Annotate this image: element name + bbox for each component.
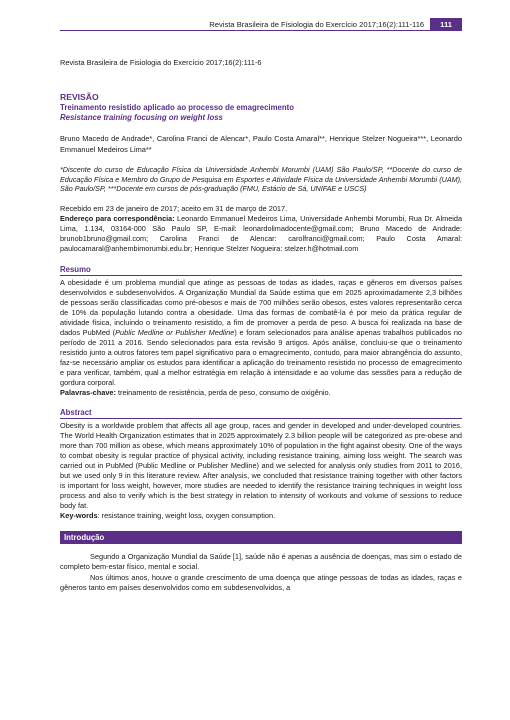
keywords-label: Key-words — [60, 511, 98, 521]
intro-paragraph-1: Segundo a Organização Mundial da Saúde [1], saúde não é apenas a ausência de doenças, mas sim o estado de completo bem-estar físico, mental e social. — [60, 552, 462, 572]
header-rule — [60, 30, 462, 31]
page-number: 111 — [430, 18, 462, 31]
title-portuguese: Treinamento resistido aplicado ao processo de emagrecimento — [60, 102, 294, 112]
resumo-text-1: A obesidade é um problema mundial que atinge as pessoas de todas as idades, raças e gêneros em diversos países desenvolvidos e subdesenvolvidos. A Organização Mundial da Saúde estima que em 2025 aproximadamente 2,3 bilhões de pessoas serão classificadas como pré-obesos e mais de 700 milhões serão obesos, estes valores representarão cerca de 10% da população lutando contra a obesidade. Uma das formas de combatê-la é por meio da prática regular de atividade física, incluindo o treinamento resistido, a fim de promover a perda de peso. A busca foi realizada na base de dados PubMed ( — [60, 278, 462, 338]
correspondence-text: Leonardo Emmanuel Medeiros Lima, Universidade Anhembi Morumbi, Rua Dr. Almeida Lima, 1.134, 03164-000 São Paulo SP, E-mail: leonardolimadocente@gmail.com; Bruno Macedo de Andrade: brunob1bruno@gmail.com; Carolina Franci de Alencar: carolfranci@gmail.com; Paulo Costa Amaral: paulocamaral@anhembimorumbi.edu.br; Henrique Stelzer Nogueira: stelzer.h@hotmail.com — [60, 213, 462, 253]
affiliations: *Discente do curso de Educação Física da Universidade Anhembi Morumbi (UAM) São Paulo/SP, **Docente do curso de Educação Física e Membro do Grupo de Pesquisa em Esportes e Atividade Física da Universidade Anhembi Morumbi (UAM), São Paulo/SP, ***Docente em cursos de pós-graduação (FMU, Estácio de Sá, UNIFAE e USCS) — [60, 164, 462, 194]
journal-reference: Revista Brasileira de Fisiologia do Exercício 2017;16(2):111-116 — [209, 20, 425, 29]
received-accepted-dates: Recebido em 23 de janeiro de 2017; aceito em 31 de março de 2017. — [60, 204, 288, 214]
palavras-chave-label: Palavras-chave: — [60, 388, 116, 398]
resumo-keywords — [60, 388, 462, 398]
resumo-heading: Resumo — [60, 265, 462, 276]
title-english: Resistance training focusing on weight loss — [60, 112, 223, 122]
introducao-heading: Introdução — [60, 531, 462, 544]
abstract-heading: Abstract — [60, 408, 462, 419]
correspondence-block — [60, 214, 462, 254]
abstract-body: Obesity is a worldwide problem that affects all age group, races and gender in developed and under-developed countries. The World Health Organization estimates that in 2025 approximately 2.3 billion people will be categorized as pre-obese and more than 700 million as obese, which means approximately 10% of population in the fight against obesity. One of the ways to combat obesity is regular practice of physical activity, including resistance training, aiming loss weight. The search was carried out in PubMed (Public Medline or Publisher Medline) and we selected for analysis only studies from 2011 to 2016, but we used only 9 in this literature review. After analysis, we concluded that resistance training together with other factors is important for loss weight, however, more studies are needed to identify the resistance training techniques in weight loss process and also to verify which is the best strategy in relation to intensity of workouts and volume of sessions to reduce body fat. — [60, 421, 462, 511]
keywords-text: : resistance training, weight loss, oxygen consumption. — [97, 511, 276, 521]
section-label: REVISÃO — [60, 92, 99, 102]
resumo-text-2: ) e foram selecionados para análise apenas trabalhos publicados no período de 2011 a 2016. Sendo selecionados para esta revisão 9 artigos. Após análise, concluiu-se que o treinamento resistido junto a outros fatores tem papel significativo para o emagrecimento, contudo, para maior abrangência do assunto, faz-se necessário ampliar os estudos para identificar a aplicação do treinamento resistido no processo de emagrecimento e para verificar, também, qual a melhor estratégia em relação à intensidade e ao volume das sessões para a redução de gordura corporal. — [60, 328, 462, 388]
correspondence-label: Endereço para correspondência: — [60, 213, 175, 223]
resumo-body — [60, 278, 462, 388]
citation-line: Revista Brasileira de Fisiologia do Exercício 2017;16(2):111-6 — [60, 58, 262, 67]
palavras-chave-text: treinamento de resistência, perda de peso, consumo de oxigênio. — [115, 388, 331, 398]
abstract-keywords — [60, 511, 462, 521]
article-content — [60, 58, 462, 593]
resumo-italic: Public Medline or Publisher Medline — [115, 328, 235, 338]
author-list: Bruno Macedo de Andrade*, Carolina Franci de Alencar*, Paulo Costa Amaral**, Henrique Stelzer Nogueira***, Leonardo Emmanuel Medeiros Lima** — [60, 134, 462, 154]
intro-paragraph-2: Nos últimos anos, houve o grande crescimento de uma doença que atinge pessoas de todas as idades, raças e gêneros tanto em países desenvolvidos como em subdesenvolvidos, a — [60, 572, 462, 592]
